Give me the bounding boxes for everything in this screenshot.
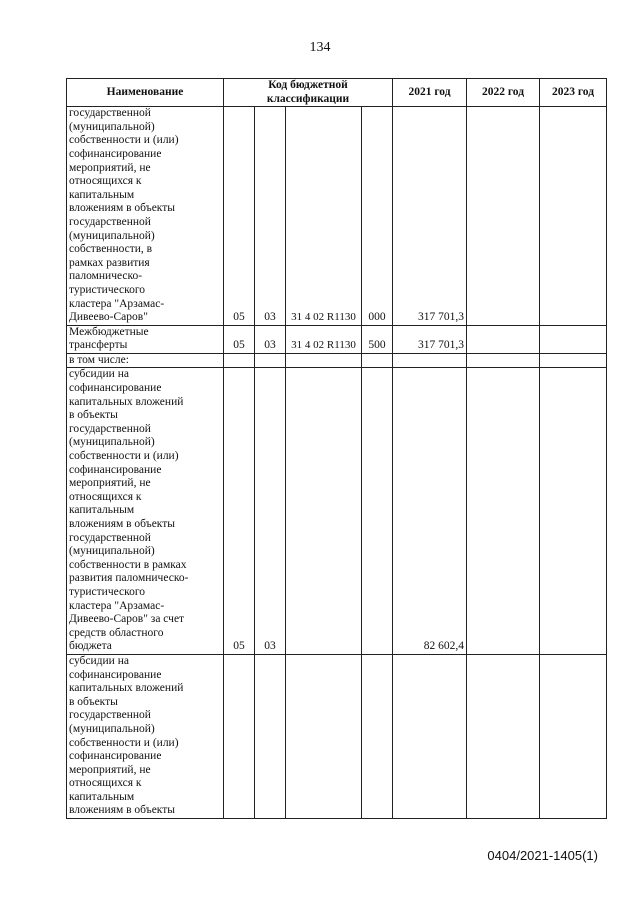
row-target-article xyxy=(286,654,362,818)
row-target-article xyxy=(286,353,362,368)
row-section: 05 xyxy=(224,107,255,326)
header-budget-code: Код бюджетной классификации xyxy=(224,79,393,107)
row-section: 05 xyxy=(224,325,255,353)
row-subsection: 03 xyxy=(255,368,286,654)
budget-table xyxy=(66,78,607,819)
table-row xyxy=(67,368,607,654)
row-name: субсидии на софинансирование капитальных вложений в объекты государственной (муниципальной) собственности и (или) софинансирование мероприятий, не относящихся к капитальным вложениям в объекты xyxy=(67,654,224,818)
row-section xyxy=(224,654,255,818)
row-expense-type xyxy=(362,353,393,368)
row-value-2022 xyxy=(467,353,540,368)
header-name: Наименование xyxy=(67,79,224,107)
row-section xyxy=(224,353,255,368)
row-section: 05 xyxy=(224,368,255,654)
table-row xyxy=(67,325,607,353)
row-name: в том числе: xyxy=(67,353,224,368)
row-value-2021 xyxy=(393,654,467,818)
row-target-article xyxy=(286,368,362,654)
row-value-2023 xyxy=(540,368,607,654)
row-subsection: 03 xyxy=(255,325,286,353)
row-name: Межбюджетные трансферты xyxy=(67,325,224,353)
row-value-2022 xyxy=(467,107,540,326)
header-2021: 2021 год xyxy=(393,79,467,107)
header-2023: 2023 год xyxy=(540,79,607,107)
page-number: 134 xyxy=(309,40,331,55)
table-row xyxy=(67,654,607,818)
row-value-2022 xyxy=(467,325,540,353)
row-target-article: 31 4 02 R1130 xyxy=(286,325,362,353)
row-value-2022 xyxy=(467,654,540,818)
row-subsection xyxy=(255,654,286,818)
row-value-2021 xyxy=(393,353,467,368)
row-value-2023 xyxy=(540,325,607,353)
row-expense-type: 500 xyxy=(362,325,393,353)
row-value-2021: 317 701,3 xyxy=(393,107,467,326)
row-target-article: 31 4 02 R1130 xyxy=(286,107,362,326)
row-value-2021: 82 602,4 xyxy=(393,368,467,654)
table-row xyxy=(67,353,607,368)
row-value-2023 xyxy=(540,654,607,818)
row-value-2023 xyxy=(540,107,607,326)
row-value-2021: 317 701,3 xyxy=(393,325,467,353)
row-expense-type: 000 xyxy=(362,107,393,326)
document-code: 0404/2021-1405(1) xyxy=(487,848,598,863)
row-value-2023 xyxy=(540,353,607,368)
table-header-row xyxy=(67,79,607,107)
row-name: субсидии на софинансирование капитальных вложений в объекты государственной (муниципальной) собственности и (или) софинансирование мероприятий, не относящихся к капитальным вложениям в объекты государственной (муниципальной) собственности в рамках развития паломническо- туристического кластера "Арзамас- Дивеево-Саров" за счет средств областного бюджета xyxy=(67,368,224,654)
row-expense-type xyxy=(362,368,393,654)
row-value-2022 xyxy=(467,368,540,654)
row-expense-type xyxy=(362,654,393,818)
row-subsection: 03 xyxy=(255,107,286,326)
table-row xyxy=(67,107,607,326)
header-2022: 2022 год xyxy=(467,79,540,107)
row-name: государственной (муниципальной) собственности и (или) софинансирование мероприятий, не относящихся к капитальным вложениям в объекты государственной (муниципальной) собственности, в рамках развития паломническо- туристического кластера "Арзамас- Дивеево-Саров" xyxy=(67,107,224,326)
row-subsection xyxy=(255,353,286,368)
